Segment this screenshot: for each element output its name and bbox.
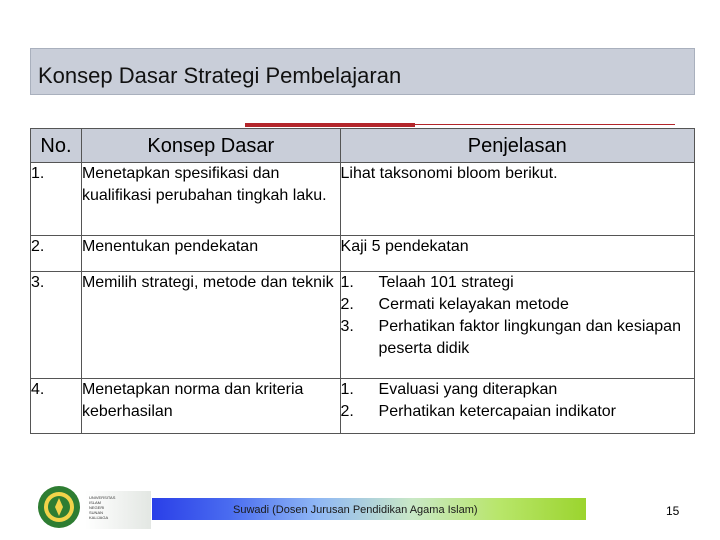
- table-row: [31, 272, 695, 379]
- list-text: Cermati kelayakan metode: [378, 296, 569, 313]
- accent-rule: [245, 123, 415, 127]
- row-number: 2.: [31, 236, 82, 272]
- slide-title-bar: [30, 48, 695, 95]
- row-konsep: Menetapkan norma dan kriteria keberhasilan: [81, 379, 340, 434]
- list-item: [341, 272, 694, 294]
- row-konsep: Memilih strategi, metode dan teknik: [81, 272, 340, 379]
- accent-rule-thin: [415, 124, 675, 125]
- page-number: 15: [666, 504, 680, 518]
- header-penjelasan: Penjelasan: [340, 129, 694, 163]
- logo-line: NEGERI: [89, 505, 105, 510]
- table-header-row: [31, 129, 695, 163]
- footer-credit: Suwadi (Dosen Jurusan Pendidikan Agama Islam): [233, 504, 478, 516]
- row-number: 4.: [31, 379, 82, 434]
- list-item: [341, 401, 694, 423]
- row-penjelasan-list: [340, 272, 694, 379]
- list-number: 1.: [340, 381, 354, 398]
- list-text: Evaluasi yang diterapkan: [378, 381, 558, 398]
- slide-title: Konsep Dasar Strategi Pembelajaran: [38, 63, 402, 88]
- row-penjelasan: Kaji 5 pendekatan: [340, 236, 694, 272]
- university-logo-icon: [37, 485, 81, 529]
- row-konsep: Menentukan pendekatan: [81, 236, 340, 272]
- logo-line: UNIVERSITAS: [89, 495, 116, 500]
- row-konsep: Menetapkan spesifikasi dan kualifikasi perubahan tingkah laku.: [81, 163, 340, 236]
- row-number: 1.: [31, 163, 82, 236]
- list-item: [341, 294, 694, 316]
- list-item: [341, 316, 694, 360]
- row-penjelasan: Lihat taksonomi bloom berikut.: [340, 163, 694, 236]
- table-row: [31, 236, 695, 272]
- numbered-list: [341, 379, 694, 423]
- logo-line: KALIJAGA: [89, 515, 109, 520]
- list-item: [341, 379, 694, 401]
- table-row: [31, 163, 695, 236]
- list-text: Perhatikan ketercapaian indikator: [378, 403, 617, 420]
- list-number: 2.: [340, 296, 354, 313]
- header-no: No.: [31, 129, 82, 163]
- list-text: Perhatikan faktor lingkungan dan kesiapan peserta didik: [378, 318, 681, 357]
- header-konsep: Konsep Dasar: [81, 129, 340, 163]
- logo-line: ISLAM: [89, 500, 102, 505]
- numbered-list: [341, 272, 694, 360]
- list-number: 1.: [340, 274, 354, 291]
- row-penjelasan-list: [340, 379, 694, 434]
- list-number: 3.: [340, 318, 354, 335]
- strategy-table: [30, 128, 695, 434]
- university-name-block: [85, 491, 151, 529]
- logo-line: SUNAN: [89, 510, 104, 515]
- table-row: [31, 379, 695, 434]
- row-number: 3.: [31, 272, 82, 379]
- list-number: 2.: [340, 403, 354, 420]
- list-text: Telaah 101 strategi: [378, 274, 514, 291]
